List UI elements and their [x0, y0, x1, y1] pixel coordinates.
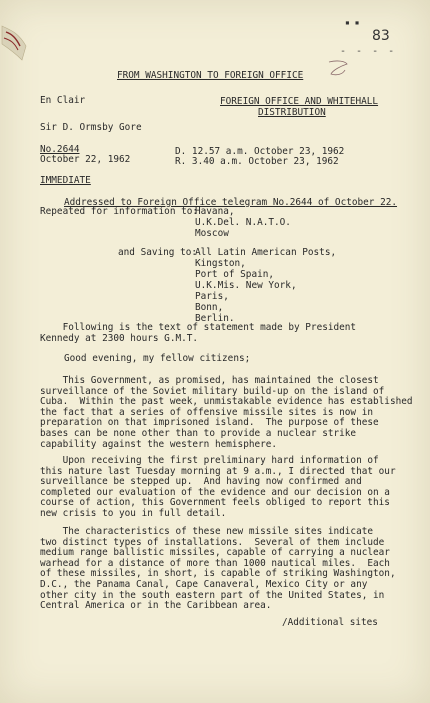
paragraph-3: The characteristics of these new missile sites indicate two distinct types of installations. Several of them include medium range ballistic missiles, capable of carrying a nuclear warhead for a distance of more than 1000 nautical miles. Each of these missiles, in short, is capable of striking Washington, D.C., the Panama Canal, Cape Canaveral, Mexico City or any other city in the south eastern part of the United States, in Central America or in the Caribbean area. — [40, 526, 396, 612]
repeated-label: Repeated for information to: — [40, 206, 199, 217]
repeated-to-1: U.K.Del. N.A.T.O. — [195, 217, 291, 228]
priority: IMMEDIATE — [40, 175, 91, 186]
telegram-title: FROM WASHINGTON TO FOREIGN OFFICE — [117, 70, 304, 81]
sender: Sir D. Ormsby Gore — [40, 122, 142, 133]
greeting: Good evening, my fellow citizens; — [64, 353, 251, 364]
paragraph-1: This Government, as promised, has maintained the closest surveillance of the Soviet military build-up on the island of Cuba. Within the past week, unmistakable evidence has established the fact that a series of offensive missile sites is now in preparation on that imprisoned island. The purpose of these bases can be none other than to provide a nuclear strike capability against the western hemisphere. — [40, 375, 413, 450]
paper-tab-mark — [0, 22, 30, 64]
telegram-number: No.2644 — [40, 144, 80, 155]
saving-label: and Saving to: — [118, 247, 198, 258]
margin-dots: ▪ ▪ — [345, 18, 360, 27]
classification: En Clair — [40, 95, 86, 106]
despatched-time: D. 12.57 a.m. October 23, 1962 — [175, 146, 345, 157]
addressed-text: Addressed to Foreign Office telegram No.2644 of October 22. — [64, 197, 398, 208]
saving-to-6: Berlin. — [195, 313, 235, 324]
saving-to-3: U.K.Mis. New York, — [195, 280, 297, 291]
distribution-line2: DISTRIBUTION — [258, 107, 326, 118]
saving-to-5: Bonn, — [195, 302, 224, 313]
saving-to-2: Port of Spain, — [195, 269, 275, 280]
repeated-to-0: Havana, — [195, 206, 235, 217]
paragraph-2: Upon receiving the first preliminary hard information of this nature last Tuesday morning at 9 a.m., I directed that our surveillance be stepped up. And having now confirmed and completed our evaluation of the evidence and our decision on a course of action, this Government feels obliged to report this new crisis to you in full detail. — [40, 455, 396, 519]
telegram-date: October 22, 1962 — [40, 154, 131, 165]
repeated-to-2: Moscow — [195, 228, 229, 239]
continuation-catchword: /Additional sites — [282, 617, 378, 628]
saving-to-0: All Latin American Posts, — [195, 247, 337, 258]
distribution-line1: FOREIGN OFFICE AND WHITEHALL — [220, 96, 379, 107]
received-time: R. 3.40 a.m. October 23, 1962 — [175, 156, 339, 167]
page-number: 83 — [372, 28, 390, 44]
saving-to-4: Paris, — [195, 291, 229, 302]
pencil-mark — [325, 58, 353, 78]
saving-to-1: Kingston, — [195, 258, 246, 269]
margin-dashes: - - - - — [340, 46, 397, 57]
intro-paragraph: Following is the text of statement made by President Kennedy at 2300 hours G.M.T. — [40, 322, 357, 344]
